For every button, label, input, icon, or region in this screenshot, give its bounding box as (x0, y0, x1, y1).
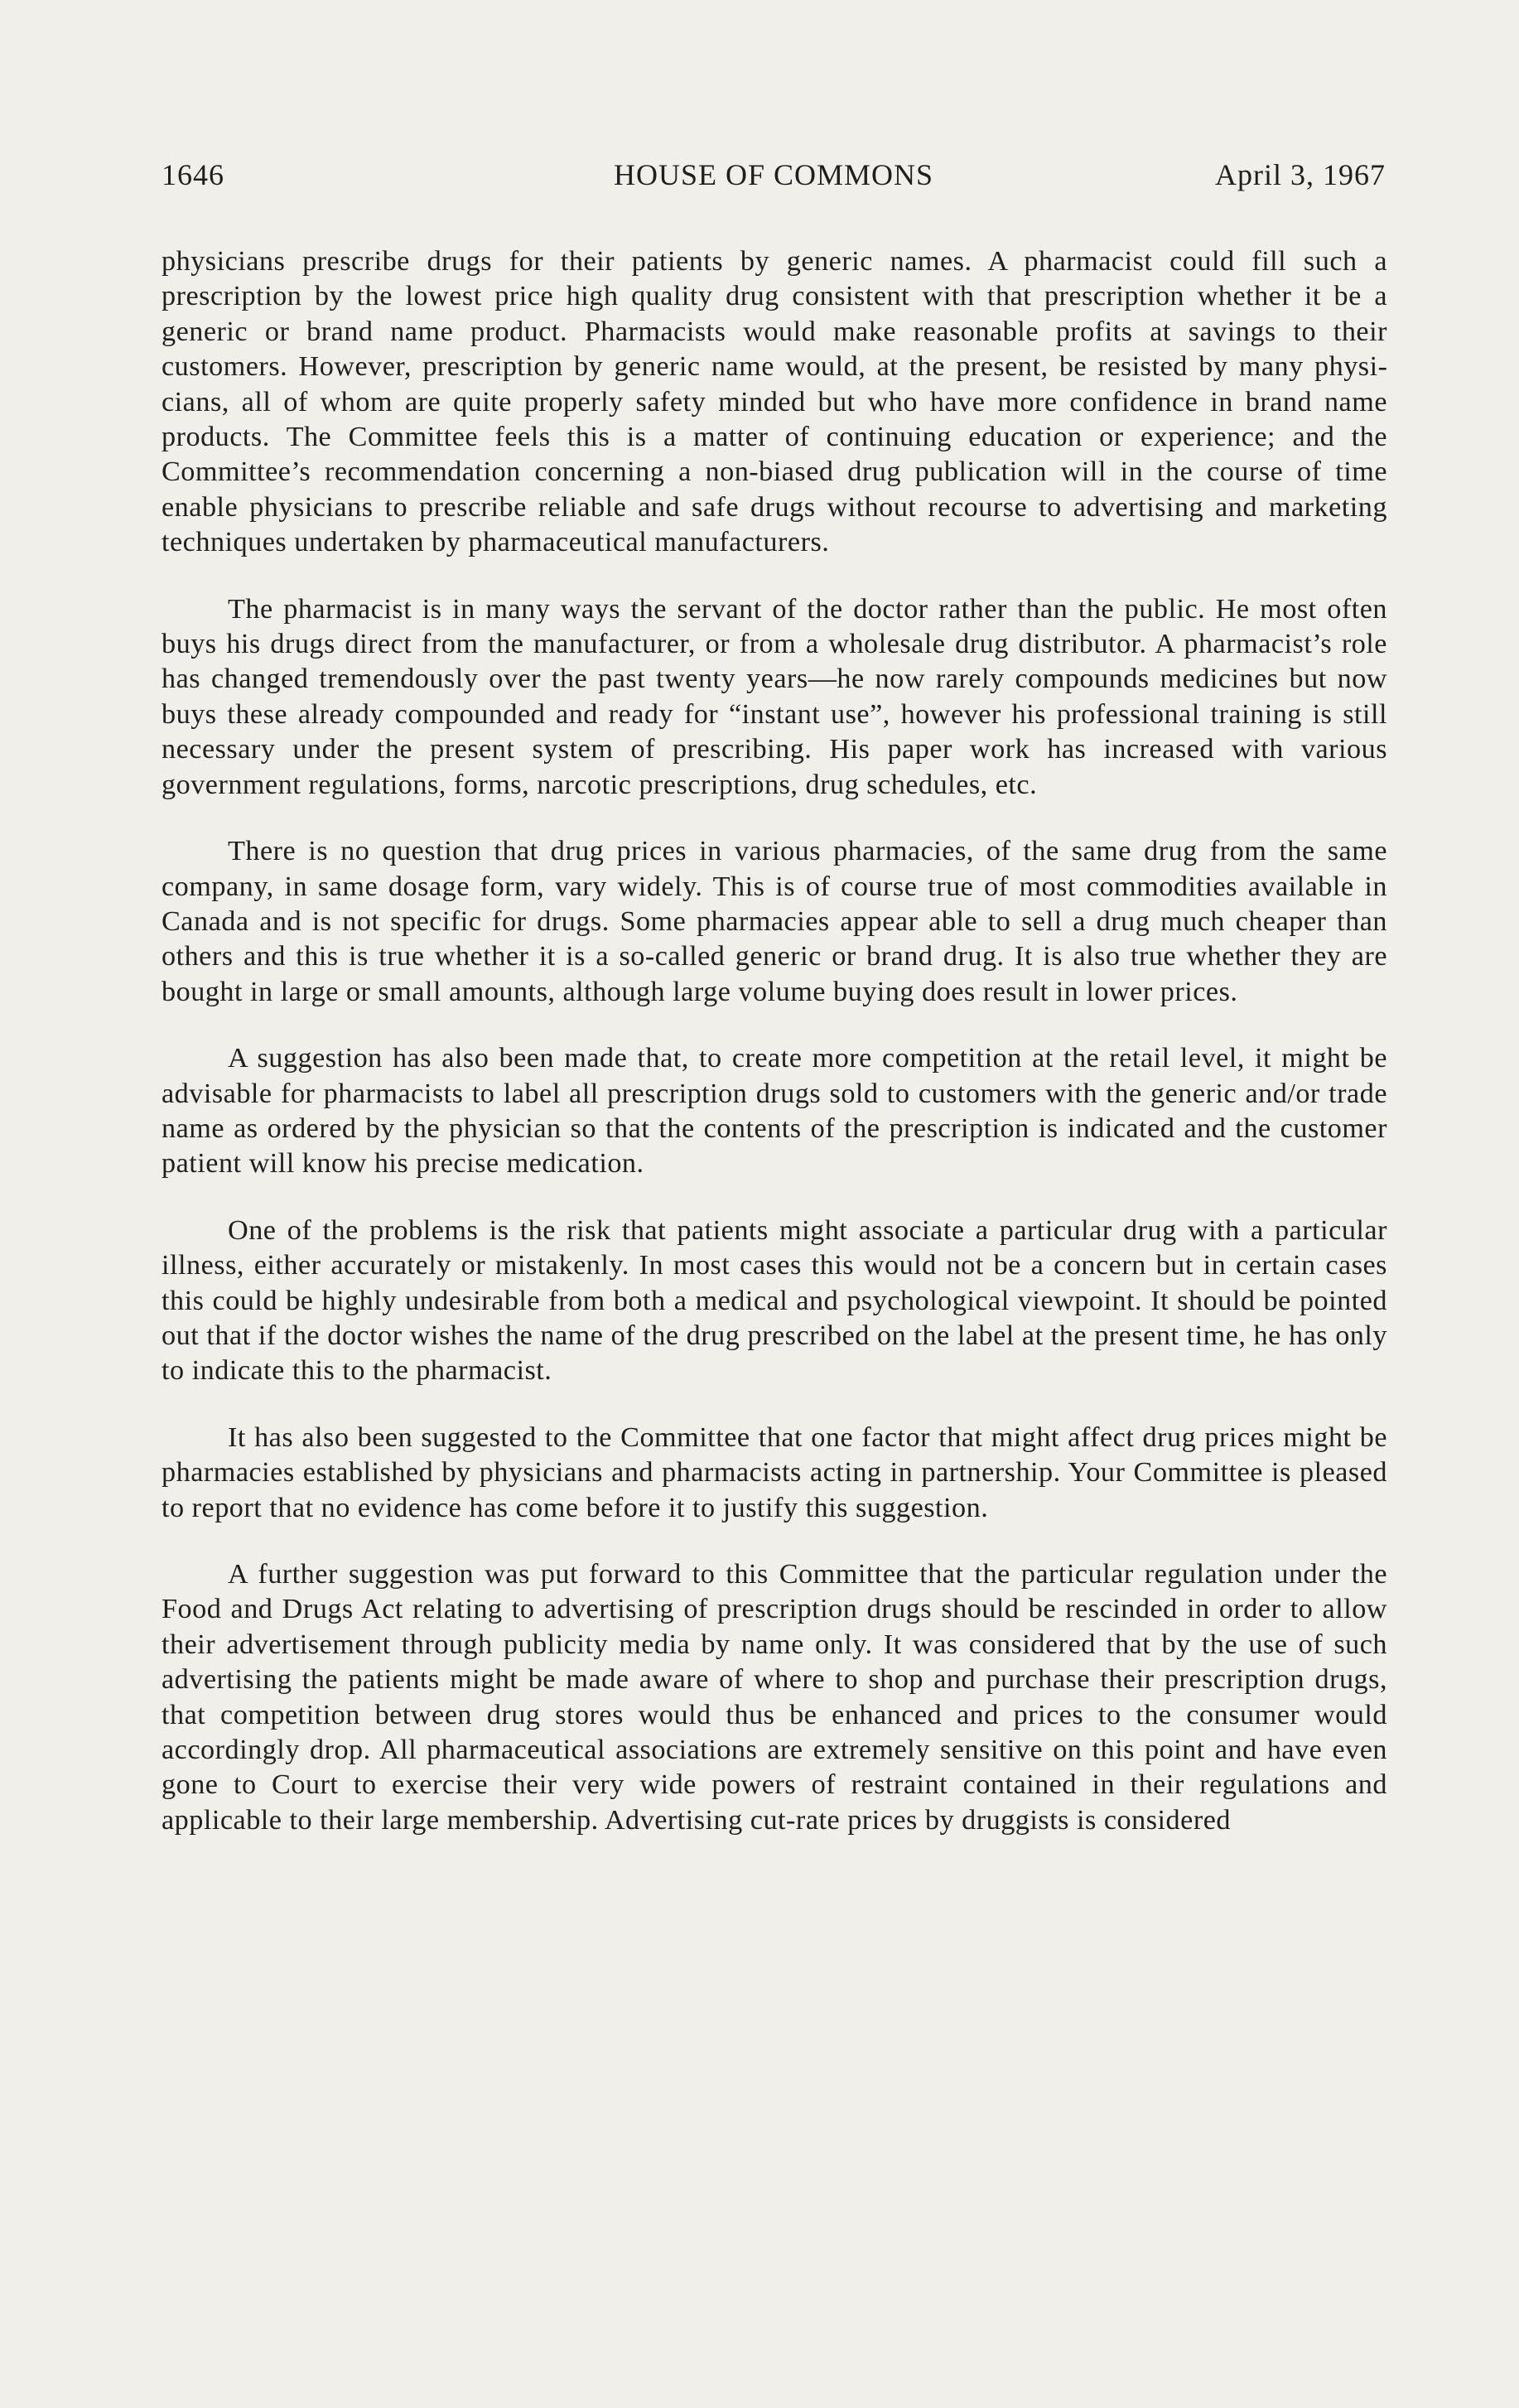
paragraph: The pharmacist is in many ways the servant of the doctor rather than the public. He most often buys his drugs direct from the manufacturer, or from a wholesale drug distributor. A pharmacist’s role has changed tremendously over the past twenty years—he now rarely compounds medicines but now buys these already compounded and ready for “instant use”, however his professional training is still necessary under the present system of prescribing. His paper work has increased with various government regulations, forms, narcotic prescriptions, drug schedules, etc. (162, 593, 1387, 800)
paragraph: It has also been suggested to the Committee that one factor that might affect drug prices might be pharmacies established by physicians and pharmacists acting in partnership. Your Committee is pleased to report that no evidence has come before it to justify this suggestion. (162, 1421, 1387, 1523)
page-number: 1646 (162, 158, 224, 191)
paragraph: One of the problems is the risk that patients might associate a particular drug with a particular illness, either accurately or mistakenly. In most cases this would not be a concern but in certain cases this could be highly undesirable from both a medical and psychological viewpoint. It should be pointed out that if the doctor wishes the name of the drug prescribed on the label at the present time, he has only to indicate this to the pharmacist. (162, 1214, 1387, 1387)
running-header (162, 157, 1386, 197)
running-title: HOUSE OF COMMONS (613, 158, 934, 191)
paragraph-continued: physicians prescribe drugs for their patients by generic names. A pharmacist could fill such a prescription by the lowest price high quality drug consistent with that prescription whether it be a generic or brand name product. Pharmacists would make reasonable profits at savings to their customers. However, prescription by generic name would, at the present, be resisted by many physicians, all of whom are quite properly safety minded but who have more confidence in brand name products. The Committee feels this is a matter of continuing education or experience; and the Committee’s recommendation concerning a non-biased drug publication will in the course of time enable physicians to prescribe reliable and safe drugs without recourse to advertising and marketing techniques undertaken by pharmaceutical manufacturers. (162, 246, 1387, 558)
paragraph: A further suggestion was put forward to this Committee that the particular regulation under the Food and Drugs Act relating to advertising of prescription drugs should be rescinded in order to allow their advertisement through publicity media by name only. It was considered that by the use of such advertising the patients might be made aware of where to shop and purchase their prescription drugs, that competition between drug stores would thus be enhanced and prices to the consumer would accordingly drop. All pharmaceutical associations are extremely sensitive on this point and have even gone to Court to exercise their very wide powers of restraint contained in their regulations and applicable to their large membership. Advertising cut-rate prices by druggists is considered (162, 1559, 1387, 1836)
paragraph: A suggestion has also been made that, to create more competition at the retail level, it might be advisable for pharmacists to label all prescription drugs sold to customers with the generic and/or trade name as ordered by the physician so that the contents of the prescription is indicated and the customer patient will know his precise medication. (162, 1043, 1387, 1180)
paragraph: There is no question that drug prices in various pharmacies, of the same drug from the same company, in same dosage form, vary widely. This is of course true of most commodities available in Canada and is not specific for drugs. Some pharmacies appear able to sell a drug much cheaper than others and this is true whether it is a so-called generic or brand drug. It is also true whether they are bought in large or small amounts, although large volume buying does result in lower prices. (162, 836, 1387, 1007)
body-text (162, 244, 1387, 1838)
header-date: April 3, 1967 (1215, 158, 1386, 191)
